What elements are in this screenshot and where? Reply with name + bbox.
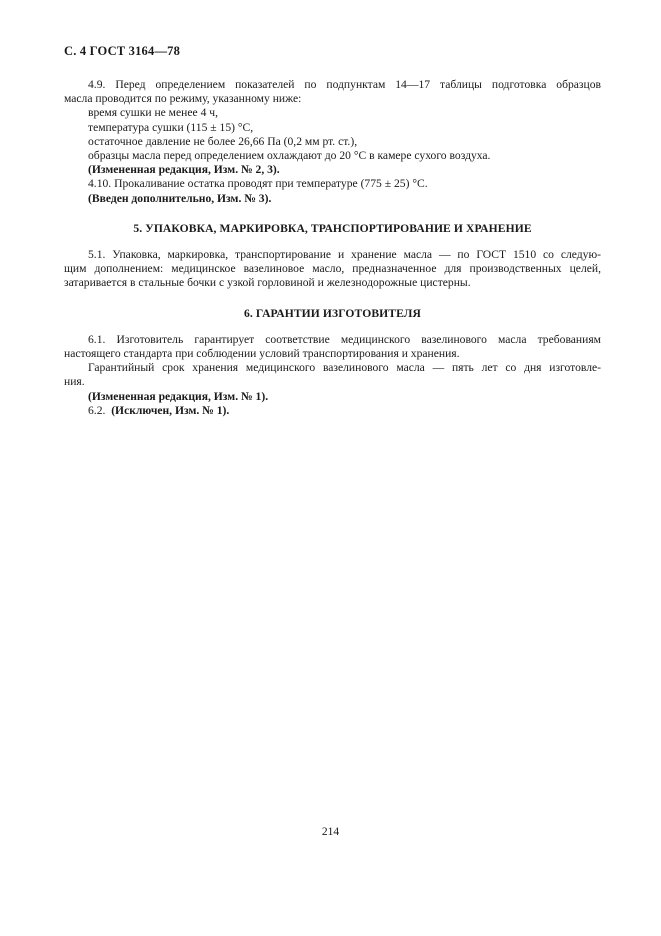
change-note-1: (Измененная редакция, Изм. № 2, 3). bbox=[88, 163, 280, 177]
paragraph-5-1-line-3: затаривается в стальные бочки с узкой горловиной и железнодорожные цистерны. bbox=[64, 276, 471, 290]
paragraph-6-1-line-1: 6.1. Изготовитель гарантирует соответствие медицинского вазелинового масла требованиям bbox=[88, 332, 601, 346]
paragraph-6-2-note: (Исключен, Изм. № 1). bbox=[111, 403, 230, 417]
page-number: 214 bbox=[321, 826, 340, 838]
page-header: С. 4 ГОСТ 3164—78 bbox=[64, 44, 181, 58]
paragraph-6-2 bbox=[64, 404, 601, 418]
paragraph-5-1-line-2: щим дополнением: медицинское вазелиновое масло, предназначенное для производственных целей, bbox=[64, 262, 601, 276]
drying-time: время сушки не менее 4 ч, bbox=[88, 106, 218, 120]
residual-pressure: остаточное давление не более 26,66 Па (0,2 мм рт. ст.), bbox=[88, 134, 358, 148]
paragraph-5-1-line-1: 5.1. Упаковка, маркировка, транспортирование и хранение масла — по ГОСТ 1510 со следую- bbox=[88, 248, 601, 262]
section-6-title: 6. ГАРАНТИИ ИЗГОТОВИТЕЛЯ bbox=[243, 306, 422, 320]
warranty-line-2: ния. bbox=[64, 375, 85, 389]
paragraph-6-1-line-2: настоящего стандарта при соблюдении условий транспортирования и хранения. bbox=[64, 347, 460, 361]
drying-temperature: температура сушки (115 ± 15) °С, bbox=[88, 120, 254, 134]
document-body bbox=[64, 78, 601, 418]
warranty-line-1: Гарантийный срок хранения медицинского вазелинового масла — пять лет со дня изготовле- bbox=[88, 361, 601, 375]
change-note-3: (Измененная редакция, Изм. № 1). bbox=[88, 389, 269, 403]
paragraph-6-2-number: 6.2. bbox=[88, 403, 106, 417]
sample-cooling: образцы масла перед определением охлаждают до 20 °С в камере сухого воздуха. bbox=[88, 149, 491, 163]
change-note-2: (Введен дополнительно, Изм. № 3). bbox=[88, 191, 272, 205]
paragraph-4-9-line-1: 4.9. Перед определением показателей по подпунктам 14—17 таблицы подготовка образцов bbox=[88, 78, 601, 91]
paragraph-4-10: 4.10. Прокаливание остатка проводят при температуре (775 ± 25) °С. bbox=[88, 177, 428, 191]
paragraph-4-9-line-2: масла проводится по режиму, указанному ниже: bbox=[64, 92, 302, 106]
section-5-title: 5. УПАКОВКА, МАРКИРОВКА, ТРАНСПОРТИРОВАНИЕ И ХРАНЕНИЕ bbox=[133, 221, 532, 235]
